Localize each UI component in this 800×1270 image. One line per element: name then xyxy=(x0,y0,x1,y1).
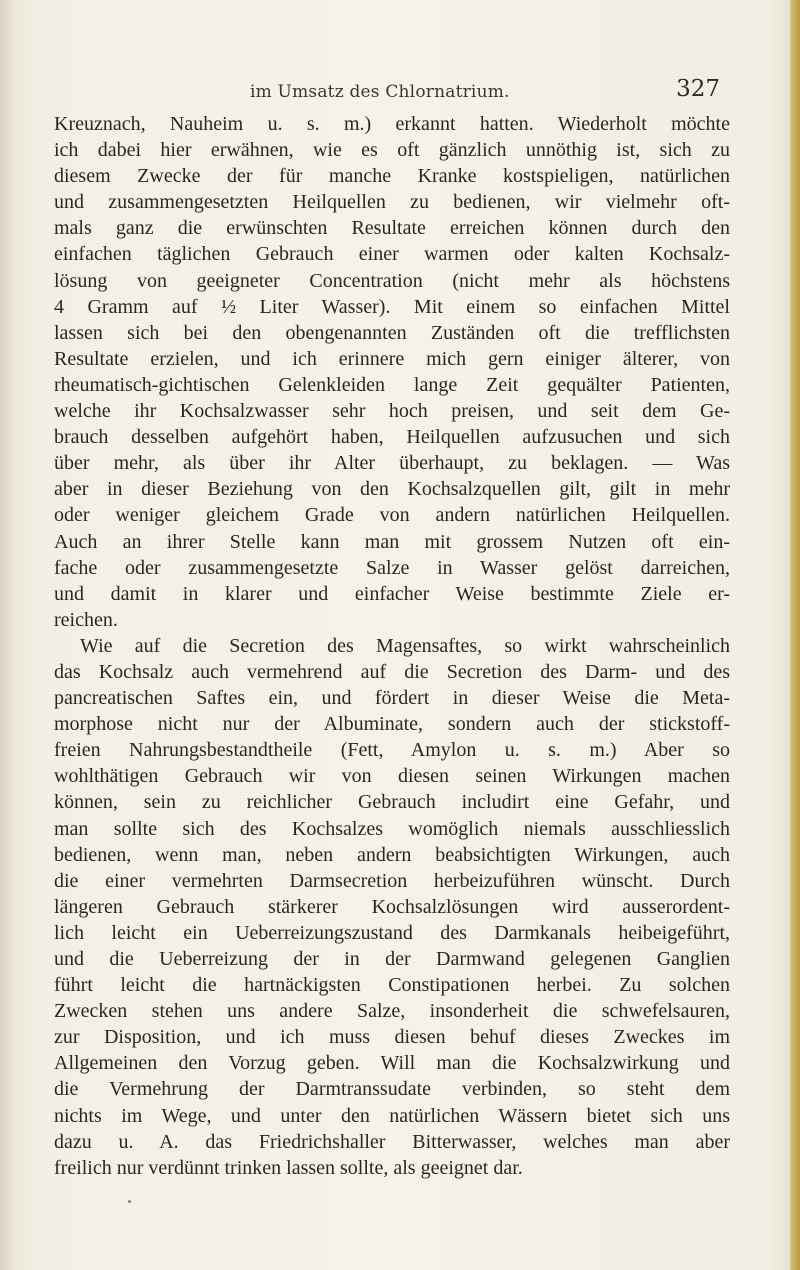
text-line: freien Nahrungsbestandtheile (Fett, Amylon u. s. m.) Aber so xyxy=(54,739,730,762)
text-line: lassen sich bei den obengenannten Zuständen oft die trefflichsten xyxy=(54,321,730,344)
text-line: nichts im Wege, und unter den natürlichen Wässern bietet sich uns xyxy=(54,1104,730,1127)
text-line: längeren Gebrauch stärkerer Kochsalzlösungen wird ausserordent- xyxy=(54,895,730,918)
text-line: einfachen täglichen Gebrauch einer warmen oder kalten Kochsalz- xyxy=(54,243,730,266)
text-line: freilich nur verdünnt trinken lassen sollte, als geeignet dar. xyxy=(54,1156,523,1179)
text-line: und die Ueberreizung der in der Darmwand gelegenen Ganglien xyxy=(54,948,730,970)
text-line: brauch desselben aufgehört haben, Heilquellen aufzusuchen und sich xyxy=(54,426,730,449)
text-line: morphose nicht nur der Albuminate, sondern auch der stickstoff- xyxy=(54,713,730,736)
text-line: fache oder zusammengesetzte Salze in Wasser gelöst darreichen, xyxy=(54,556,730,579)
running-head-title: im Umsatz des Chlornatrium. xyxy=(250,82,510,102)
text-line: führt leicht die hartnäckigsten Constipationen herbei. Zu solchen xyxy=(54,974,730,997)
text-line: lich leicht ein Ueberreizungszustand des Darmkanals heibeigeführt, xyxy=(54,921,730,944)
text-line: reichen. xyxy=(54,608,118,631)
text-line: welche ihr Kochsalzwasser sehr hoch preisen, und seit dem Ge- xyxy=(54,400,730,423)
text-line: Kreuznach, Nauheim u. s. m.) erkannt hatten. Wiederholt möchte xyxy=(54,113,730,135)
text-line: rheumatisch-gichtischen Gelenkleiden lange Zeit gequälter Patienten, xyxy=(54,373,730,396)
paragraph-start-line: Wie auf die Secretion des Magensaftes, so wirkt wahrscheinlich xyxy=(80,634,730,657)
text-line: Allgemeinen den Vorzug geben. Will man die Kochsalzwirkung und xyxy=(54,1052,730,1075)
text-line: können, sein zu reichlicher Gebrauch includirt eine Gefahr, und xyxy=(54,791,730,814)
text-line: mals ganz die erwünschten Resultate erreichen können durch den xyxy=(54,217,730,240)
body-text xyxy=(54,111,730,1181)
text-line: ich dabei hier erwähnen, wie es oft gänzlich unnöthig ist, sich zu xyxy=(54,139,730,162)
text-line: über mehr, als über ihr Alter überhaupt, zu beklagen. — Was xyxy=(54,452,730,475)
text-line: Auch an ihrer Stelle kann man mit grossem Nutzen oft ein- xyxy=(54,530,730,553)
paper-speck xyxy=(128,1200,131,1203)
text-line: pancreatischen Saftes ein, und fördert in dieser Weise die Meta- xyxy=(54,687,730,710)
text-line: wohlthätigen Gebrauch wir von diesen seinen Wirkungen machen xyxy=(54,765,730,788)
text-line: die Vermehrung der Darmtranssudate verbinden, so steht dem xyxy=(54,1078,730,1101)
text-line: zur Disposition, und ich muss diesen behuf dieses Zweckes im xyxy=(54,1026,730,1049)
text-line: das Kochsalz auch vermehrend auf die Secretion des Darm- und des xyxy=(54,660,730,683)
page-number: 327 xyxy=(676,76,720,102)
text-line: oder weniger gleichem Grade von andern natürlichen Heilquellen. xyxy=(54,504,730,527)
text-line: man sollte sich des Kochsalzes womöglich niemals ausschliesslich xyxy=(54,817,730,840)
text-line: 4 Gramm auf ½ Liter Wasser). Mit einem so einfachen Mittel xyxy=(54,295,730,318)
text-line: diesem Zwecke der für manche Kranke kostspieligen, natürlichen xyxy=(54,165,730,188)
text-line: bedienen, wenn man, neben andern beabsichtigten Wirkungen, auch xyxy=(54,843,730,866)
text-line: lösung von geeigneter Concentration (nicht mehr als höchstens xyxy=(54,269,730,292)
text-line: dazu u. A. das Friedrichshaller Bitterwasser, welches man aber xyxy=(54,1130,730,1153)
text-line: aber in dieser Beziehung von den Kochsalzquellen gilt, gilt in mehr xyxy=(54,478,730,501)
running-head xyxy=(90,76,720,106)
text-line: Zwecken stehen uns andere Salze, insonderheit die schwefelsauren, xyxy=(54,1000,730,1023)
text-line: die einer vermehrten Darmsecretion herbeizuführen wünscht. Durch xyxy=(54,869,730,892)
page-edge-strip xyxy=(790,0,800,1270)
text-line: Resultate erzielen, und ich erinnere mich gern einiger älterer, von xyxy=(54,347,730,370)
text-line: und zusammengesetzten Heilquellen zu bedienen, wir vielmehr oft- xyxy=(54,191,730,214)
page-gutter-shadow xyxy=(0,0,14,1270)
text-line: und damit in klarer und einfacher Weise bestimmte Ziele er- xyxy=(54,582,730,605)
